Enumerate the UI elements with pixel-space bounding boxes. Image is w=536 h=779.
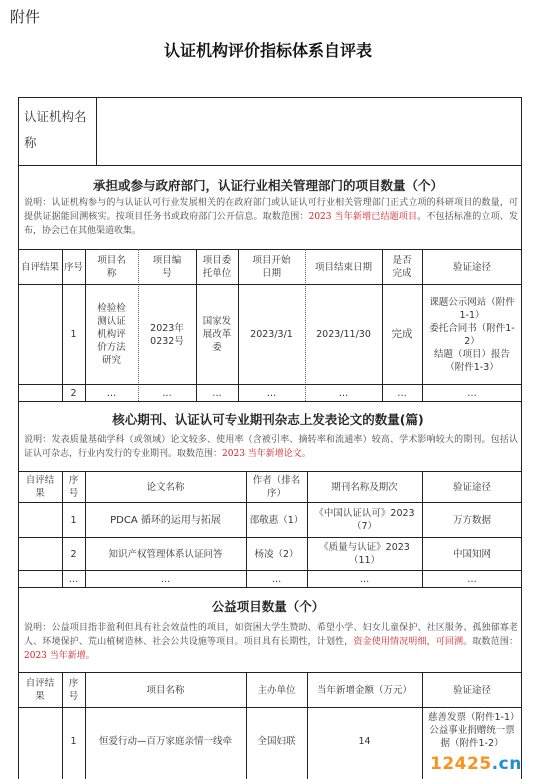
- section1-title: 承担或参与政府部门，认证行业相关管理部门的项目数量（个）: [92, 178, 443, 193]
- watermark-text-main: 12425: [430, 754, 492, 774]
- s1-header-name: 项目名称: [97, 255, 126, 279]
- s1-row1-end: 2023/11/30: [316, 329, 371, 340]
- s3-row1-host: 全国妇联: [257, 735, 296, 747]
- s3-verify-item: 慈善发票（附件1-1）: [428, 712, 520, 723]
- document-title: 认证机构评价指标体系自评表: [163, 41, 372, 60]
- s3-header-verify: 验证途径: [452, 684, 491, 696]
- s1-verify-item: 结题（项目）报告（附件1-3）: [433, 348, 510, 373]
- section2-title: 核心期刊、认证认可专业期刊杂志上发表论文的数量(篇): [112, 412, 424, 427]
- s2-row3-journal: …: [359, 573, 370, 585]
- s2-row3-verify: …: [467, 573, 477, 585]
- s2-row2-name: 知识产权管理体系认证问答: [108, 548, 223, 560]
- watermark-text-domain: .cn: [491, 754, 522, 774]
- s1-header-end: 项目结束日期: [314, 261, 372, 273]
- s2-row3-name: …: [160, 573, 171, 585]
- s3-row1-amount: 14: [358, 735, 371, 747]
- s1-row1-start: 2023/3/1: [250, 329, 293, 340]
- s2-header-seq: 序号: [68, 475, 79, 499]
- s1-header-seq: 序号: [63, 261, 83, 273]
- s2-row3-seq: …: [68, 573, 79, 585]
- section1-note: 说明：认证机构参与的与认证认可行业发展相关的在政府部门或认证认可行业相关管理部门正式立项的科研项目的数量，可提供证据能回溯核实。按项目任务书或政府部门公开信息。取数范围：2023 当年新增已结题项目。不包括标准的立项、发布，协会已在其他渠道收集。: [24, 198, 518, 236]
- s1-row1-done: 完成: [391, 328, 413, 340]
- s1-row2-verify: …: [467, 387, 477, 399]
- s2-row2-result[interactable]: [18, 538, 62, 570]
- s1-row2-start: …: [266, 387, 277, 399]
- s1-header-client: 项目委托单位: [202, 255, 232, 279]
- s1-row2-result[interactable]: [18, 385, 62, 401]
- s2-row3-result[interactable]: [18, 571, 62, 587]
- s3-header-host: 主办单位: [257, 684, 296, 696]
- s1-row2-end: …: [338, 387, 349, 399]
- s3-verify-item: 公益事业捐赠统一票据（附件1-2）: [429, 725, 515, 749]
- org-name-field[interactable]: [97, 98, 521, 164]
- s2-row2-verify: 中国知网: [452, 548, 491, 560]
- s3-header-name: 项目名称: [146, 684, 185, 696]
- s1-verify-item: 课题公示网站（附件1-1）: [429, 296, 515, 321]
- s2-row1-journal: 《中国认证认可》2023（7）: [314, 508, 415, 532]
- s3-row1-name: 恒爱行动—百万家庭亲情一线牵: [98, 735, 232, 747]
- s2-row2-seq: 2: [70, 548, 77, 560]
- s1-row1-seq: 1: [70, 329, 77, 340]
- section3-title: 公益项目数量（个）: [211, 599, 325, 614]
- s3-header-amount: 当年新增金额（万元）: [316, 684, 412, 696]
- s1-row2-done: …: [397, 387, 407, 399]
- s1-row2-code: …: [162, 387, 172, 399]
- s2-row1-author: 邵敬惠（1）: [249, 514, 304, 526]
- s1-row2-name: …: [106, 387, 117, 399]
- s1-row2-seq: 2: [70, 387, 77, 399]
- s1-row1-verify: [422, 285, 522, 384]
- s1-header-start: 项目开始日期: [252, 255, 291, 279]
- s3-row1-result[interactable]: [18, 708, 62, 774]
- s2-header-author: 作者（排名序）: [252, 475, 301, 499]
- s1-header-done: 是否完成: [392, 255, 412, 279]
- s1-row1-client: 国家发展改革委: [202, 316, 232, 353]
- s1-header-code: 项目编号: [152, 255, 182, 279]
- s3-header-seq: 序号: [68, 678, 79, 702]
- section2-note: 说明：发表质量基础学科（或领域）论文较多、使用率（含被引率、摘转率和流通率）较高、学术影响较大的期刊。包括认证认可杂志，行业内发行的专业期刊。取数范围：2023 当年新增论文。: [24, 435, 518, 459]
- s2-row2-journal: 《质量与认证》2023（11）: [319, 542, 410, 566]
- s3-header-result: 自评结果: [25, 678, 55, 702]
- s2-row1-verify: 万方数据: [452, 514, 491, 526]
- attachment-label: 附件: [10, 8, 41, 26]
- org-name-label: 认证机构名称: [24, 109, 87, 150]
- s2-header-result: 自评结果: [25, 475, 55, 499]
- s1-header-result: 自评结果: [20, 261, 59, 273]
- s1-row1-code: 2023年0232号: [150, 322, 184, 347]
- section3-note: 说明：公益项目指非盈利但具有社会效益性的项目，如资困大学生赞助、希望小学、妇女儿童保护、社区服务、孤独郁寡老人、环境保护、荒山植树造林、社会公共设施等项目。项目具有长期性，计划性，资金使用情况明细，可回溯。取数范围：2023 当年新增。: [24, 623, 518, 661]
- s2-row1-name: PDCA 循环的运用与拓展: [110, 514, 221, 526]
- s2-header-journal: 期刊名称及期次: [331, 481, 398, 493]
- s1-header-verify: 验证途径: [452, 261, 491, 273]
- s1-row1-result[interactable]: [18, 285, 62, 384]
- watermark-logo: [430, 754, 522, 774]
- s2-row1-seq: 1: [70, 514, 77, 526]
- s2-header-name: 论文名称: [146, 481, 185, 493]
- s1-row2-client: …: [212, 387, 222, 399]
- s1-row1-name: 检验检测认证机构评价方法研究: [97, 303, 126, 366]
- s2-row3-author: …: [271, 573, 282, 585]
- s3-row1-seq: 1: [70, 735, 77, 747]
- s1-verify-item: 委托合同书（附件1-2）: [429, 322, 515, 347]
- s2-row2-author: 杨凌（2）: [254, 548, 299, 560]
- s2-row1-result[interactable]: [18, 503, 62, 537]
- s2-header-verify: 验证途径: [452, 481, 491, 493]
